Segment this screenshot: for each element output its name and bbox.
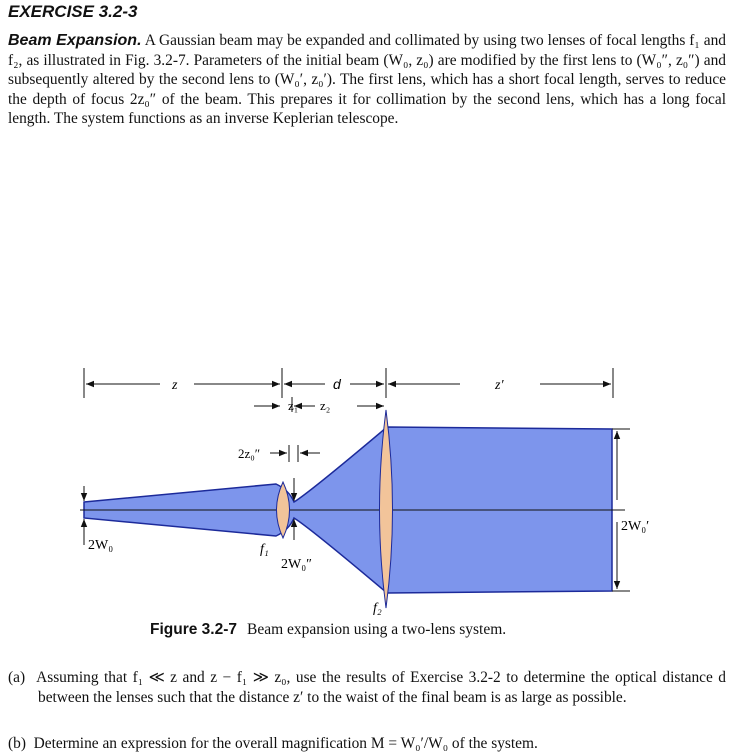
beam-expansion-figure	[0, 350, 731, 620]
label-w0: 2W₀	[88, 538, 114, 553]
question-label: (b)	[8, 735, 26, 752]
intro-lead: Beam Expansion.	[8, 32, 142, 49]
label-zprime: z′	[495, 378, 504, 393]
question-text: Determine an expression for the overall magnification M = W₀′/W₀ of the system.	[33, 735, 538, 752]
intro-paragraph	[8, 31, 726, 129]
question-b	[8, 734, 726, 754]
caption-number: Figure 3.2-7	[150, 621, 237, 638]
intro-text: A Gaussian beam may be expanded and collimated by using two lenses of focal lengths f₁ and f₂, as illustrated in Fig. 3.2-7. Parameters of the initial beam (W₀, z₀) are modified by the first lens to (W₀″, z₀″) and subsequently altered by the second lens to (W₀′, z₀′). The first lens, which has a short focal length, serves to reduce the depth of focus 2z₀″ of the beam. This prepares it for collimation by the second lens, which has a long focal length. The system functions as an inverse Keplerian telescope.	[8, 32, 727, 127]
label-z: z	[172, 378, 178, 393]
question-label: (a)	[8, 669, 26, 686]
exercise-title: EXERCISE 3.2-3	[8, 2, 138, 21]
figure-caption	[150, 621, 506, 639]
label-w0p: 2W₀′	[621, 519, 650, 534]
label-z1: z₁	[288, 398, 299, 413]
label-depth-of-focus: 2z₀″	[238, 446, 261, 461]
label-w0pp: 2W₀″	[281, 557, 312, 572]
question-text: Assuming that f₁ ≪ z and z − f₁ ≫ z₀, use the results of Exercise 3.2-2 to determine the optical distance d between the lenses such that the distance z′ to the waist of the final beam is as large as possible.	[36, 669, 726, 706]
caption-text: Beam expansion using a two-lens system.	[247, 621, 507, 638]
label-d: d	[333, 376, 341, 392]
label-z2: z₂	[320, 398, 331, 413]
label-f2: f₂	[373, 601, 382, 616]
label-f1: f₁	[260, 542, 269, 557]
question-a	[8, 668, 726, 707]
